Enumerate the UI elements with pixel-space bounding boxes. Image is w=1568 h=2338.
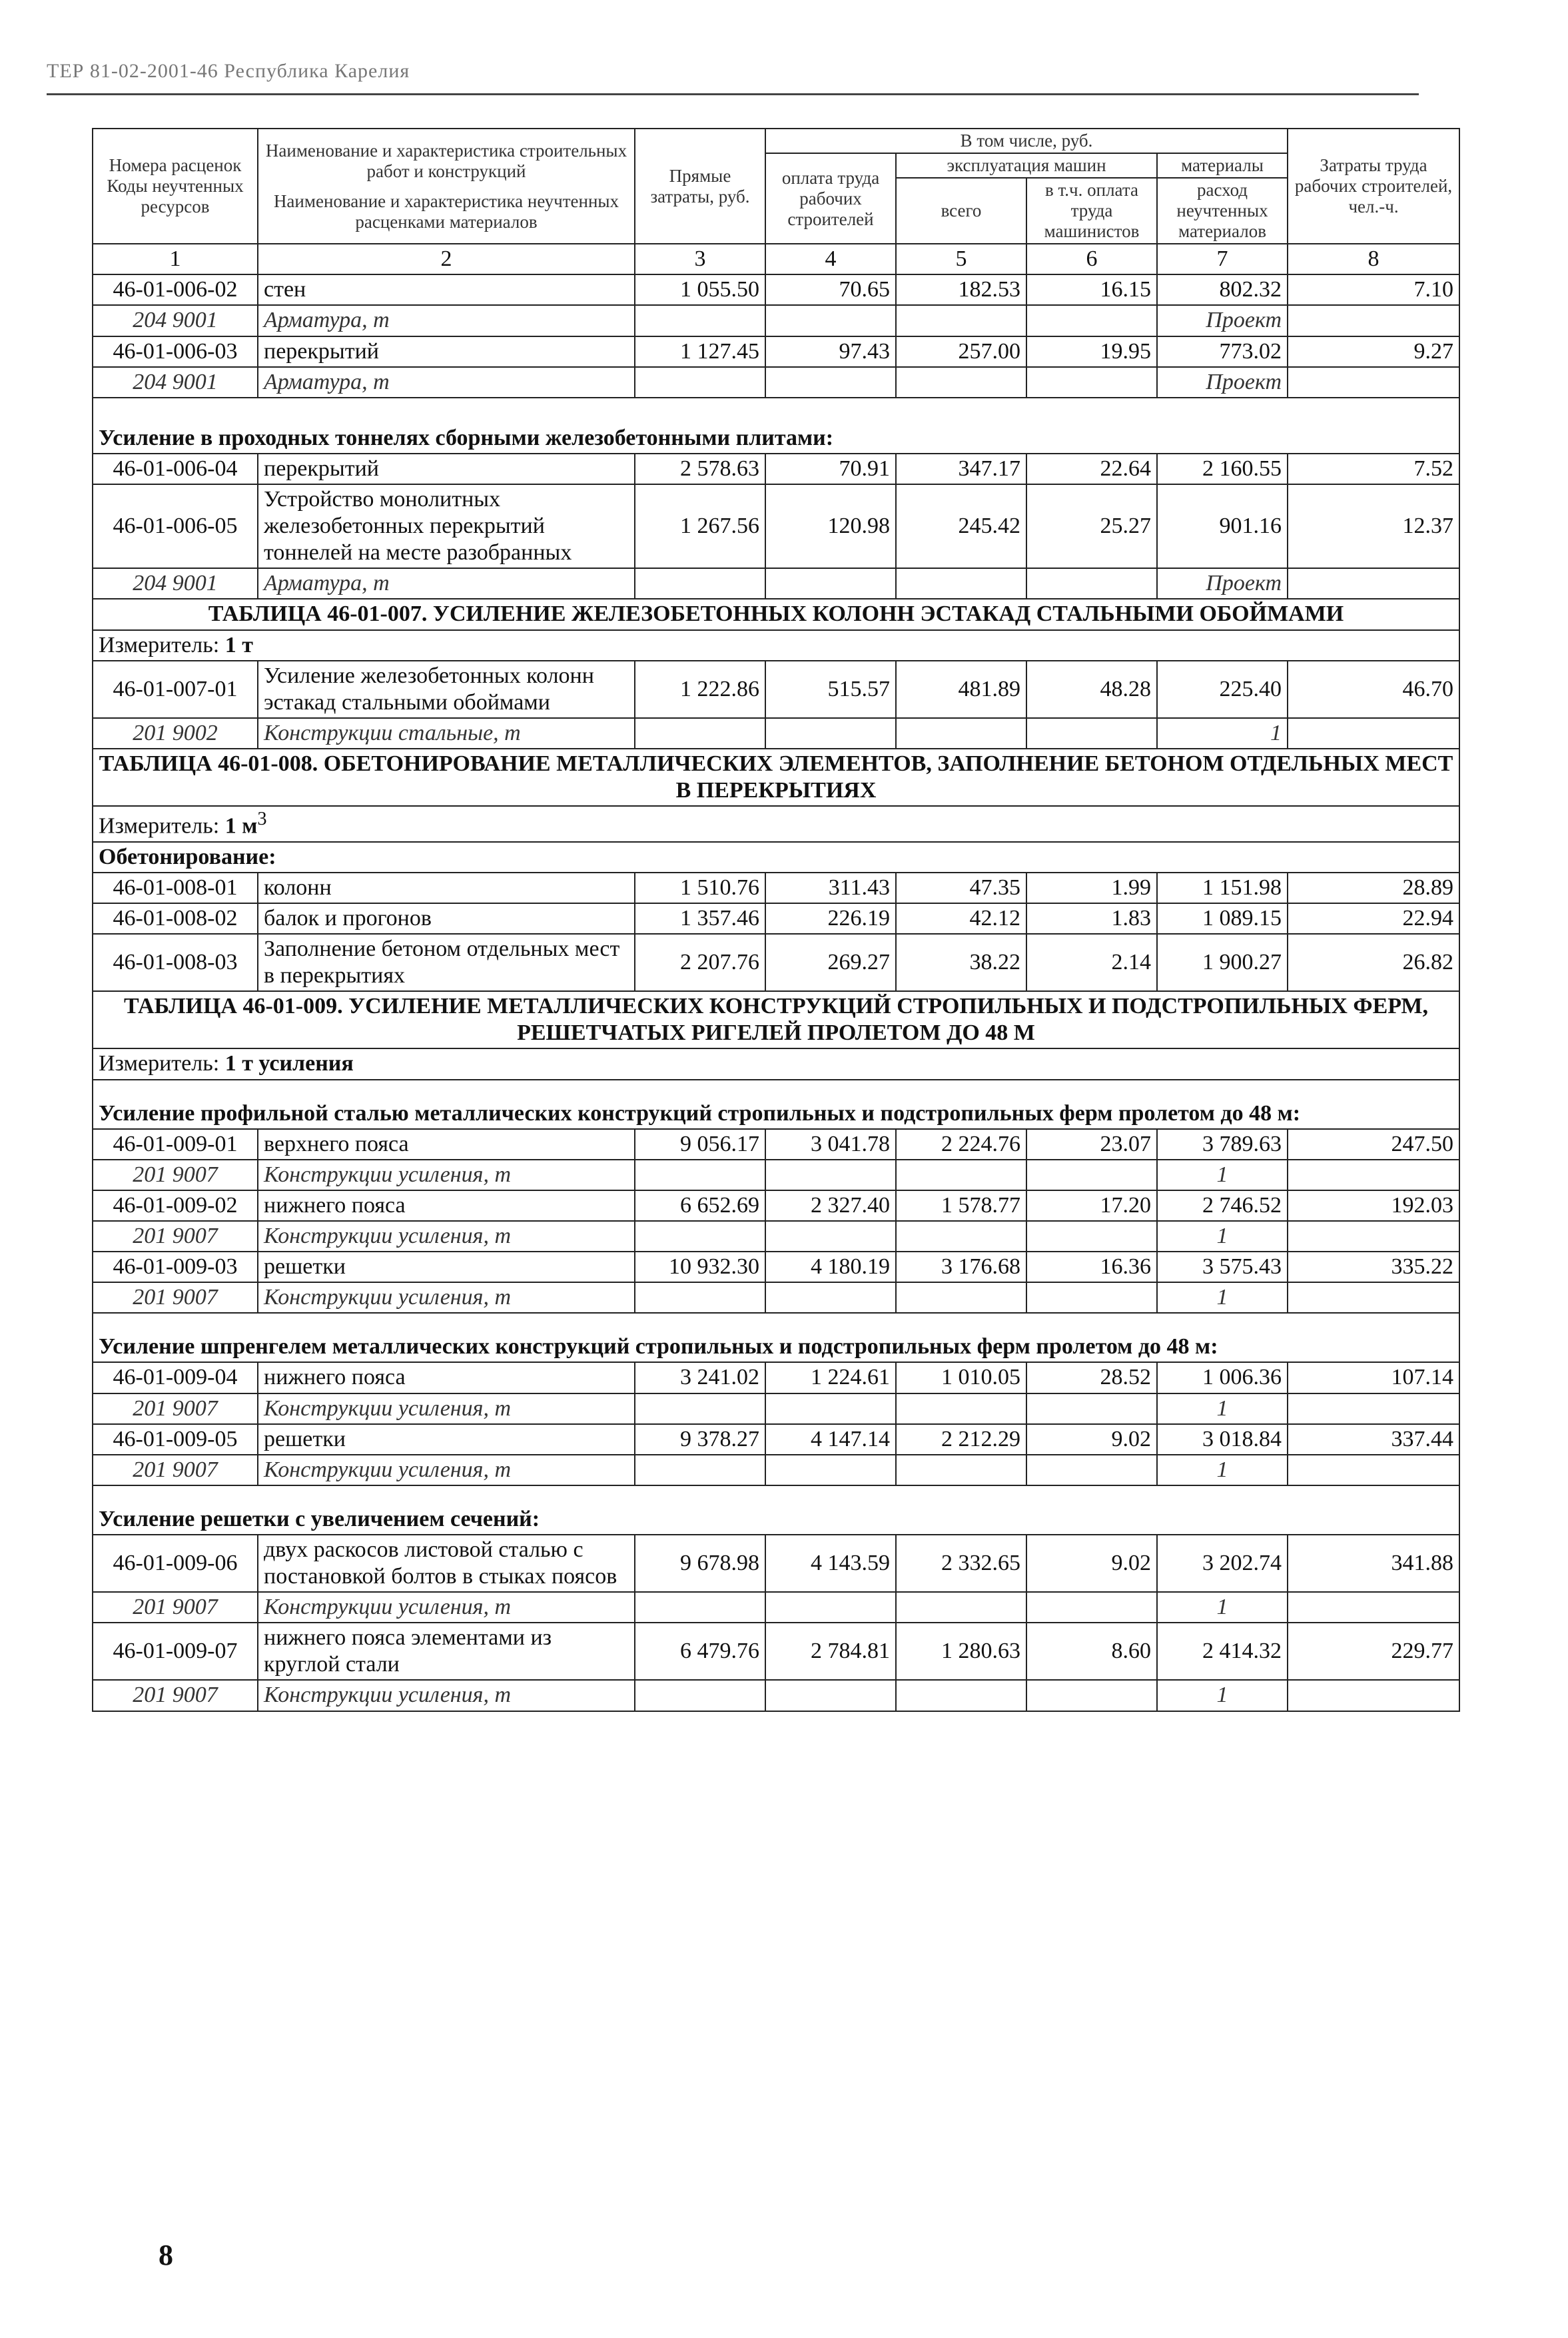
table-row: 46-01-006-02 стен 1 055.50 70.65 182.53 16.15 802.32 7.10 <box>93 274 1459 305</box>
table-row: 46-01-009-07 нижнего пояса элементами из круглой стали 6 479.76 2 784.81 1 280.63 8.60 2 414.32 229.77 <box>93 1623 1459 1680</box>
col-code-header: Номера расценок Коды неучтенных ресурсов <box>93 129 258 244</box>
col-materials-header: материалы <box>1157 153 1288 178</box>
price-table <box>92 128 1460 1712</box>
section-heading: Усиление решетки с увеличением сечений: <box>93 1485 1459 1535</box>
col-labor-header: оплата труда рабочих строителей <box>765 153 896 244</box>
resource-row: 201 9007 Конструкции усиления, т 1 <box>93 1282 1459 1313</box>
table-row: 46-01-008-02 балок и прогонов 1 357.46 226.19 42.12 1.83 1 089.15 22.94 <box>93 903 1459 934</box>
table-title-row <box>93 599 1459 629</box>
col-machines-header: эксплуатация машин <box>896 153 1157 178</box>
table-row: 46-01-009-03 решетки 10 932.30 4 180.19 3 176.68 16.36 3 575.43 335.22 <box>93 1252 1459 1282</box>
table-header-row <box>93 129 1459 153</box>
resource-row: 201 9002 Конструкции стальные, т 1 <box>93 718 1459 749</box>
unit-row: Измеритель: 1 т усиления <box>93 1048 1459 1079</box>
table-title-row <box>93 749 1459 806</box>
running-header: ТЕР 81-02-2001-46 Республика Карелия <box>47 60 410 82</box>
col-mat-unaccounted-header: расход неучтенных материалов <box>1157 178 1288 244</box>
col-workers-header: Затраты труда рабочих строителей, чел.-ч. <box>1288 129 1459 244</box>
resource-row: 201 9007 Конструкции усиления, т 1 <box>93 1592 1459 1623</box>
col-incl-header: В том числе, руб. <box>765 129 1288 153</box>
col-mach-labor-header: в т.ч. оплата труда машинистов <box>1026 178 1157 244</box>
table-title-row <box>93 991 1459 1048</box>
resource-row: 204 9001 Арматура, т Проект <box>93 568 1459 599</box>
table-row: 46-01-009-04 нижнего пояса 3 241.02 1 224.61 1 010.05 28.52 1 006.36 107.14 <box>93 1362 1459 1393</box>
resource-row: 201 9007 Конструкции усиления, т 1 <box>93 1455 1459 1485</box>
table-row: 46-01-009-06 двух раскосов листовой сталью с постановкой болтов в стыках поясов 9 678.98 4 143.59 2 332.65 9.02 3 202.74 341.88 <box>93 1535 1459 1592</box>
col-direct-header: Прямые затраты, руб. <box>635 129 765 244</box>
section-heading: Усиление в проходных тоннелях сборными железобетонными плитами: <box>93 398 1459 454</box>
table-row: 46-01-008-01 колонн 1 510.76 311.43 47.35 1.99 1 151.98 28.89 <box>93 873 1459 903</box>
table-row: 46-01-009-01 верхнего пояса 9 056.17 3 041.78 2 224.76 23.07 3 789.63 247.50 <box>93 1129 1459 1160</box>
table-row: 46-01-008-03 Заполнение бетоном отдельных мест в перекрытиях 2 207.76 269.27 38.22 2.14 1 900.27 26.82 <box>93 934 1459 991</box>
col-name-header: Наименование и характеристика строительных работ и конструкций Наименование и характеристика неучтенных расценками материалов <box>258 129 635 244</box>
unit-row: Измеритель: 1 $м^3$ <box>93 806 1459 841</box>
table-row: 46-01-006-05 Устройство монолитных железобетонных перекрытий тоннелей на месте разобранных 1 267.56 120.98 245.42 25.27 901.16 12.37 <box>93 484 1459 568</box>
table-008-title: ТАБЛИЦА 46-01-008. ОБЕТОНИРОВАНИЕ МЕТАЛЛИЧЕСКИХ ЭЛЕМЕНТОВ, ЗАПОЛНЕНИЕ БЕТОНОМ ОТДЕЛЬНЫХ МЕСТ В ПЕРЕКРЫТИЯХ <box>93 749 1459 806</box>
resource-row: 201 9007 Конструкции усиления, т 1 <box>93 1221 1459 1252</box>
table-row: 46-01-006-04 перекрытий 2 578.63 70.91 347.17 22.64 2 160.55 7.52 <box>93 454 1459 484</box>
resource-row: 201 9007 Конструкции усиления, т 1 <box>93 1680 1459 1711</box>
table-009-title: ТАБЛИЦА 46-01-009. УСИЛЕНИЕ МЕТАЛЛИЧЕСКИХ КОНСТРУКЦИЙ СТРОПИЛЬНЫХ И ПОДСТРОПИЛЬНЫХ ФЕРМ, РЕШЕТЧАТЫХ РИГЕЛЕЙ ПРОЛЕТОМ ДО 48 М <box>93 991 1459 1048</box>
resource-row: 201 9007 Конструкции усиления, т 1 <box>93 1160 1459 1190</box>
unit-row: Измеритель: 1 т <box>93 630 1459 661</box>
table-row: 46-01-009-02 нижнего пояса 6 652.69 2 327.40 1 578.77 17.20 2 746.52 192.03 <box>93 1190 1459 1221</box>
header-rule <box>47 93 1419 95</box>
section-heading: Усиление профильной сталью металлических конструкций стропильных и подстропильных ферм пролетом до 48 м: <box>93 1080 1459 1129</box>
table-007-title: ТАБЛИЦА 46-01-007. УСИЛЕНИЕ ЖЕЛЕЗОБЕТОННЫХ КОЛОНН ЭСТАКАД СТАЛЬНЫМИ ОБОЙМАМИ <box>93 599 1459 629</box>
resource-row: 204 9001 Арматура, т Проект <box>93 367 1459 398</box>
col-mach-total-header: всего <box>896 178 1026 244</box>
resource-row: 201 9007 Конструкции усиления, т 1 <box>93 1393 1459 1424</box>
table-row: 46-01-009-05 решетки 9 378.27 4 147.14 2 212.29 9.02 3 018.84 337.44 <box>93 1424 1459 1455</box>
price-table-sheet <box>92 128 1459 1712</box>
table-row: 46-01-006-03 перекрытий 1 127.45 97.43 257.00 19.95 773.02 9.27 <box>93 336 1459 367</box>
column-index-row: 1 2 3 4 5 6 7 8 <box>93 244 1459 274</box>
resource-row: 204 9001 Арматура, т Проект <box>93 305 1459 336</box>
section-heading: Усиление шпренгелем металлических конструкций стропильных и подстропильных ферм пролетом до 48 м: <box>93 1313 1459 1362</box>
page-number: 8 <box>159 2239 173 2271</box>
section-heading: Обетонирование: <box>93 842 1459 873</box>
table-row: 46-01-007-01 Усиление железобетонных колонн эстакад стальными обоймами 1 222.86 515.57 481.89 48.28 225.40 46.70 <box>93 661 1459 718</box>
